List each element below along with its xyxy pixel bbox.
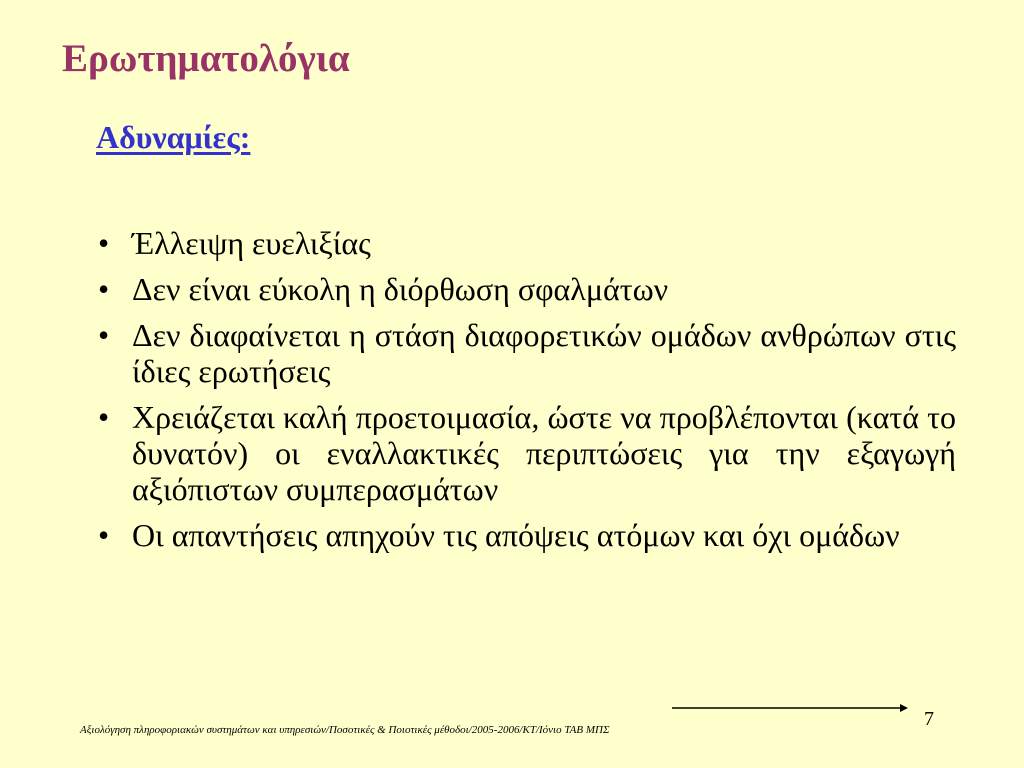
bullet-item: [98, 271, 956, 307]
bullet-icon: •: [98, 399, 110, 435]
bullet-item: [98, 225, 956, 261]
bullet-icon: •: [98, 271, 110, 307]
arrow-right-icon: [672, 698, 912, 718]
bullet-item: [98, 517, 956, 553]
bullet-icon: •: [98, 317, 110, 353]
bullet-icon: •: [98, 517, 110, 553]
bullet-text: Οι απαντήσεις απηχούν τις απόψεις ατόμων και όχι ομάδων: [132, 517, 900, 553]
bullet-item: [98, 399, 956, 507]
bullet-text: Δεν διαφαίνεται η στάση διαφορετικών ομάδων ανθρώπων στις ίδιες ερωτήσεις: [132, 317, 956, 389]
slide-subtitle: Αδυναμίες:: [96, 119, 251, 155]
footer-text: Αξιολόγηση πληροφοριακών συστημάτων και υπηρεσιών/Ποσοτικές & Ποιοτικές μέθοδοι/2005-2006/ΚΤ/Ιόνιο ΤΑΒ ΜΠΣ: [80, 724, 610, 736]
page-number: 7: [924, 708, 934, 730]
bullet-text: Χρειάζεται καλή προετοιμασία, ώστε να προβλέπονται (κατά το δυνατόν) οι εναλλακτικές περιπτώσεις για την εξαγωγή αξιόπιστων συμπερασμάτων: [132, 399, 956, 507]
bullet-text: Δεν είναι εύκολη η διόρθωση σφαλμάτων: [132, 271, 669, 307]
bullet-text: Έλλειψη ευελιξίας: [132, 225, 371, 261]
bullet-item: [98, 317, 956, 389]
bullet-list: [98, 225, 956, 563]
slide-title: Ερωτηματολόγια: [62, 37, 350, 80]
bullet-icon: •: [98, 225, 110, 261]
